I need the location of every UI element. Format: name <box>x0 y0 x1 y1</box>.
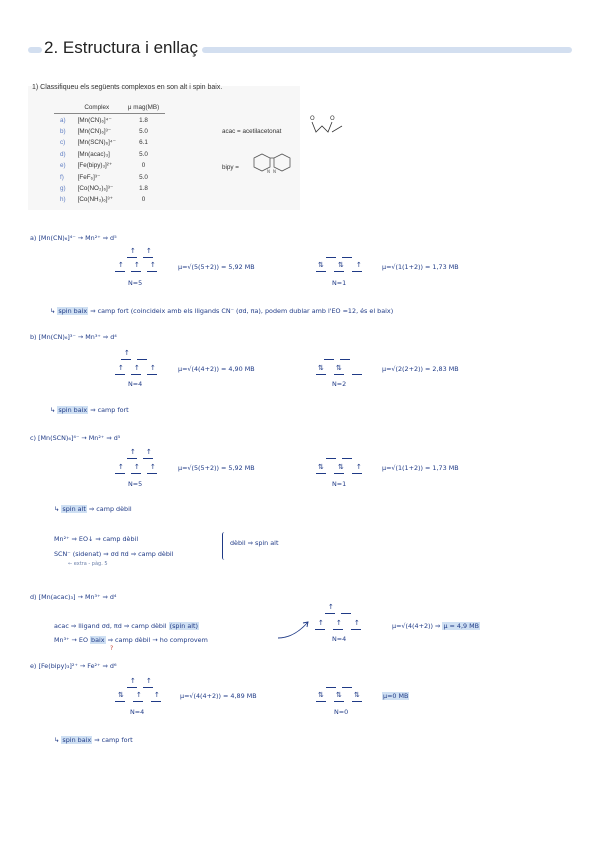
problem-statement: 1) Classifiqueu els següents complexos en son alt i spin baix. <box>32 84 223 91</box>
answer-a-low-n: N=1 <box>332 279 347 287</box>
answer-a-head: a) [Mn(CN)₆]⁴⁻ → Mn²⁺ ⇒ d⁵ <box>30 234 117 242</box>
answer-e-low-formula <box>382 692 409 700</box>
answer-a-high-formula: μ=√(5(5+2)) = 5,92 MB <box>178 263 255 271</box>
answer-d-formula: μ=√(4(4+2)) ⇒ μ = 4,9 MB <box>392 622 480 630</box>
svg-text:O: O <box>310 115 315 122</box>
electron-up-icon: ↑ <box>146 247 152 255</box>
highlight: spin baix <box>58 307 88 315</box>
answer-a-low-formula: μ=√(1(1+2)) = 1,73 MB <box>382 263 459 271</box>
answer-b-high-n: N=4 <box>128 380 143 388</box>
answer-e-high-n: N=4 <box>130 708 145 716</box>
answer-c-high-formula: μ=√(5(5+2)) = 5,92 MB <box>178 464 255 472</box>
answer-c-note: ↳ spin alt ⇒ camp dèbil <box>54 505 132 513</box>
electron-up-icon: ↑ <box>134 261 140 269</box>
table-row: h) [Co(NH₃)₆]³⁺ 0 <box>60 196 146 204</box>
header-bar-left <box>28 47 42 53</box>
highlight: spin baix <box>62 736 92 744</box>
table-row: f) [FeF₆]³⁻ 5.0 <box>60 173 148 181</box>
answer-e-head: e) [Fe(bipy)₃]²⁺ → Fe²⁺ ⇒ d⁶ <box>30 662 117 670</box>
highlight: (spin alt) <box>169 622 199 630</box>
bipyridine-structure <box>246 148 298 180</box>
answer-d-n: N=4 <box>332 635 347 643</box>
highlight: baix <box>91 636 105 644</box>
answer-c-high-n: N=5 <box>128 480 143 488</box>
answer-c-line1: Mn²⁺ ⇒ EO↓ ⇒ camp dèbil <box>54 535 139 543</box>
answer-d-line2: Mn³⁺ → EO baix ⇒ camp dèbil → ho comprovem <box>54 636 208 644</box>
table-row: c) [Mn(SCN)₆]⁴⁻ 6.1 <box>60 139 148 147</box>
answer-e-high-formula: μ=√(4(4+2)) = 4,89 MB <box>180 692 257 700</box>
acac-note: acac = acetilacetonat <box>222 128 282 135</box>
answer-c-low-formula: μ=√(1(1+2)) = 1,73 MB <box>382 464 459 472</box>
complex-table-box <box>28 86 300 210</box>
answer-b-high-formula: μ=√(4(4+2)) = 4,90 MB <box>178 365 255 373</box>
page-title: 2. Estructura i enllaç <box>44 38 199 57</box>
answer-c-low-n: N=1 <box>332 480 347 488</box>
answer-d-line1: acac ⇒ lligand σd, πd ⇒ camp dèbil (spin alt) <box>54 622 199 630</box>
answer-a-note: ↳ spin baix ⇒ camp fort (coincideix amb els lligands CN⁻ (σd, πa), podem dublar amb l'EO =12, és el baix) <box>50 307 394 315</box>
table-row: g) [Co(NO₂)₆]³⁻ 1.8 <box>60 184 148 192</box>
table-header-mu: μ mag(MB) <box>122 102 165 114</box>
complex-table <box>54 102 165 206</box>
table-row: e) [Fe(bipy)₃]²⁺ 0 <box>60 162 146 170</box>
brace <box>222 532 227 560</box>
answer-a-high-n: N=5 <box>128 279 143 287</box>
highlight: μ = 4,9 MB <box>443 622 480 630</box>
answer-e-low-n: N=0 <box>334 708 349 716</box>
highlight: spin alt <box>62 505 86 513</box>
electron-up-icon: ↑ <box>118 261 124 269</box>
table-row: b) [Mn(CN)₆]³⁻ 5.0 <box>60 127 148 135</box>
electron-up-icon: ↑ <box>130 247 136 255</box>
electron-up-icon: ↑ <box>150 261 156 269</box>
answer-b-low-n: N=2 <box>332 380 347 388</box>
answer-b-note: ↳ spin baix ⇒ camp fort <box>50 406 129 414</box>
acac-structure <box>306 112 352 138</box>
table-header-complex: Complex <box>72 102 122 114</box>
answer-b-low-formula: μ=√(2(2+2)) = 2,83 MB <box>382 365 459 373</box>
svg-text:O: O <box>330 115 335 122</box>
answer-c-head: c) [Mn(SCN)₆]⁴⁻ → Mn²⁺ ⇒ d⁵ <box>30 434 121 442</box>
answer-d-head: d) [Mn(acac)₃] → Mn³⁺ ⇒ d⁴ <box>30 593 117 601</box>
highlight: μ=0 MB <box>383 692 409 700</box>
answer-b-head: b) [Mn(CN)₆]³⁻ → Mn³⁺ ⇒ d⁴ <box>30 333 117 341</box>
answer-c-small-note: ← extra - pàg. 5 <box>68 561 108 567</box>
header-bar-right <box>202 47 572 53</box>
question-mark: ? <box>110 645 114 652</box>
curved-arrow-icon <box>276 618 312 640</box>
svg-text:N: N <box>273 169 276 174</box>
bipy-note: bipy = <box>222 164 239 171</box>
answer-c-brace-text: dèbil ⇒ spin alt <box>230 539 279 547</box>
highlight: spin baix <box>58 406 88 414</box>
table-row: d) [Mn(acac)₃] 5.0 <box>60 150 148 158</box>
answer-e-note: ↳ spin baix ⇒ camp fort <box>54 736 133 744</box>
table-row: a) [Mn(CN)₆]⁴⁻ 1.8 <box>60 116 148 124</box>
answer-c-line2: SCN⁻ (sidenat) ⇒ σd πd ⇒ camp dèbil <box>54 550 174 558</box>
svg-text:N: N <box>267 169 270 174</box>
